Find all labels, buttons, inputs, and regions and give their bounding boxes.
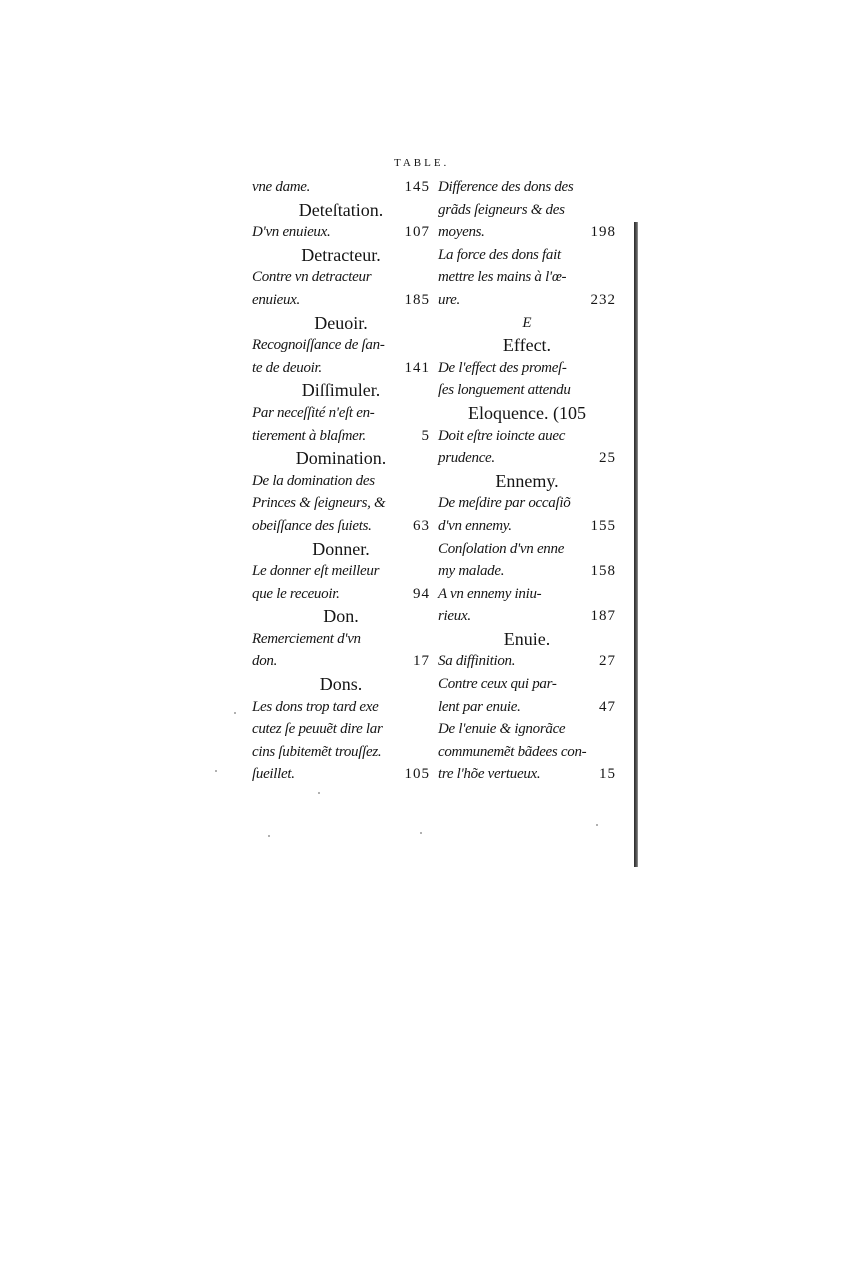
entry-text: Le donner eſt meilleur [252, 563, 380, 580]
entry-text: lent par enuie. [438, 698, 521, 715]
index-entry [252, 560, 430, 583]
entry-text: Remerciement d'vn [252, 630, 361, 647]
index-entry [438, 741, 616, 764]
paper-speck [318, 792, 320, 794]
index-entry [252, 763, 430, 786]
entry-text: ure. [438, 291, 460, 308]
index-entry [438, 289, 616, 312]
index-entry [438, 605, 616, 628]
entry-text: cins ſubitemẽt trouſſez. [252, 743, 382, 760]
entry-text: Difference des dons des [438, 179, 574, 195]
index-entry [438, 515, 616, 538]
paper-speck [234, 712, 236, 714]
index-heading: Diſſimuler. [301, 380, 381, 401]
page-number: 232 [590, 291, 616, 308]
entry-text: que le receuoir. [252, 585, 340, 602]
index-entry [438, 266, 616, 289]
index-entry [438, 583, 616, 606]
entry-text: Contre vn detracteur [252, 269, 372, 286]
entry-text: don. [252, 653, 278, 670]
entry-text: my malade. [438, 563, 505, 580]
index-entry [252, 289, 430, 312]
page-number: 145 [404, 179, 430, 195]
index-entry [252, 741, 430, 764]
page-number: 17 [413, 653, 430, 670]
index-heading: Enuie. [503, 628, 551, 649]
entry-text: Les dons trop tard exe [252, 698, 379, 715]
index-entry [252, 515, 430, 538]
page-number: 105 [404, 766, 430, 783]
index-heading: Deuoir. [314, 312, 368, 333]
entry-text: ſueillet. [252, 766, 295, 783]
index-entry [252, 492, 430, 515]
entry-text: d'vn ennemy. [438, 517, 512, 534]
index-entry [252, 628, 430, 651]
index-entry [438, 176, 616, 199]
index-entry [252, 221, 430, 244]
index-entry [252, 470, 430, 493]
index-entry [252, 402, 430, 425]
index-entry [438, 379, 616, 402]
page-number: 15 [599, 766, 616, 783]
page-number: 187 [590, 608, 616, 625]
index-entry [252, 583, 430, 606]
entry-text: Conſolation d'vn enne [438, 540, 565, 557]
index-heading: Effect. [502, 335, 552, 356]
page-number: 155 [590, 517, 616, 534]
entry-text: moyens. [438, 224, 485, 241]
index-entry [252, 425, 430, 448]
page-number: 185 [404, 291, 430, 308]
index-entry [438, 221, 616, 244]
page-edge-shadow [634, 222, 638, 867]
entry-text: A vn ennemy iniu- [438, 585, 542, 602]
index-heading: Dons. [319, 674, 363, 695]
index-entry [252, 650, 430, 673]
index-heading: Ennemy. [495, 470, 559, 491]
paper-speck [420, 832, 422, 834]
entry-text: grãds ſeigneurs & des [438, 201, 565, 218]
index-heading: Detracteur. [301, 244, 381, 265]
index-entry [252, 696, 430, 719]
entry-text: prudence. [438, 450, 495, 467]
index-entry [252, 357, 430, 380]
entry-text: Doit eſtre ioincte auec [438, 427, 566, 444]
index-heading: Domination. [295, 448, 387, 469]
entry-text: vne dame. [252, 179, 311, 195]
entry-text: te de deuoir. [252, 359, 322, 376]
page-number: 107 [404, 224, 430, 241]
index-entry [438, 357, 616, 380]
page-number: 27 [599, 653, 616, 670]
entry-text: Recognoiſſance de ſan- [252, 337, 385, 354]
index-entry [252, 266, 430, 289]
section-letter: E [522, 314, 532, 331]
page-number: 198 [590, 224, 616, 241]
page-number: 158 [590, 563, 616, 580]
index-heading: Eloquence. (105 [468, 402, 586, 423]
index-heading: Donner. [312, 538, 370, 559]
running-head: TABLE. [394, 157, 450, 169]
index-entry [438, 650, 616, 673]
index-entry [438, 492, 616, 515]
index-heading: Deteſtation. [298, 199, 384, 220]
index-entry [438, 244, 616, 267]
entry-text: obeiſſance des ſuiets. [252, 517, 372, 534]
page-number: 94 [413, 585, 430, 602]
index-entry [438, 425, 616, 448]
index-entry [438, 560, 616, 583]
page-number: 47 [599, 698, 616, 715]
entry-text: cutez ſe peuuẽt dire lar [252, 721, 383, 738]
page-number: 25 [599, 450, 616, 467]
paper-speck [215, 770, 217, 772]
entry-text: tre l'hõe vertueux. [438, 766, 541, 783]
entry-text: Par neceſſité n'eſt en- [252, 404, 375, 421]
index-entry [438, 199, 616, 222]
index-entry [438, 538, 616, 561]
index-entry [438, 718, 616, 741]
entry-text: De la domination des [252, 472, 375, 489]
entry-text: rieux. [438, 608, 471, 625]
entry-text: De l'effect des promeſ- [438, 359, 567, 376]
index-column-left [252, 176, 430, 786]
entry-text: De meſdire par occaſiõ [438, 495, 571, 512]
index-entry [438, 447, 616, 470]
index-heading: Don. [323, 606, 359, 627]
entry-text: Sa diffinition. [438, 653, 516, 670]
paper-speck [268, 835, 270, 837]
index-column-right [438, 176, 616, 786]
page-number: 141 [404, 359, 430, 376]
entry-text: mettre les mains à l'œ- [438, 269, 567, 286]
entry-text: De l'enuie & ignorãce [438, 721, 566, 738]
index-entry [438, 673, 616, 696]
index-entry [252, 334, 430, 357]
entry-text: Contre ceux qui par- [438, 676, 557, 693]
index-entry [438, 763, 616, 786]
paper-speck [596, 824, 598, 826]
page-number: 63 [413, 517, 430, 534]
entry-text: communemẽt bãdees con- [438, 743, 587, 760]
entry-text: enuieux. [252, 291, 300, 308]
index-entry [252, 718, 430, 741]
page-number: 5 [421, 427, 430, 444]
entry-text: D'vn enuieux. [252, 224, 331, 241]
entry-text: ſes longuement attendu [438, 382, 571, 399]
entry-text: Princes & ſeigneurs, & [252, 495, 386, 512]
index-entry [252, 176, 430, 199]
entry-text: tierement à blaſmer. [252, 427, 366, 444]
index-entry [438, 696, 616, 719]
entry-text: La force des dons fait [438, 246, 561, 263]
